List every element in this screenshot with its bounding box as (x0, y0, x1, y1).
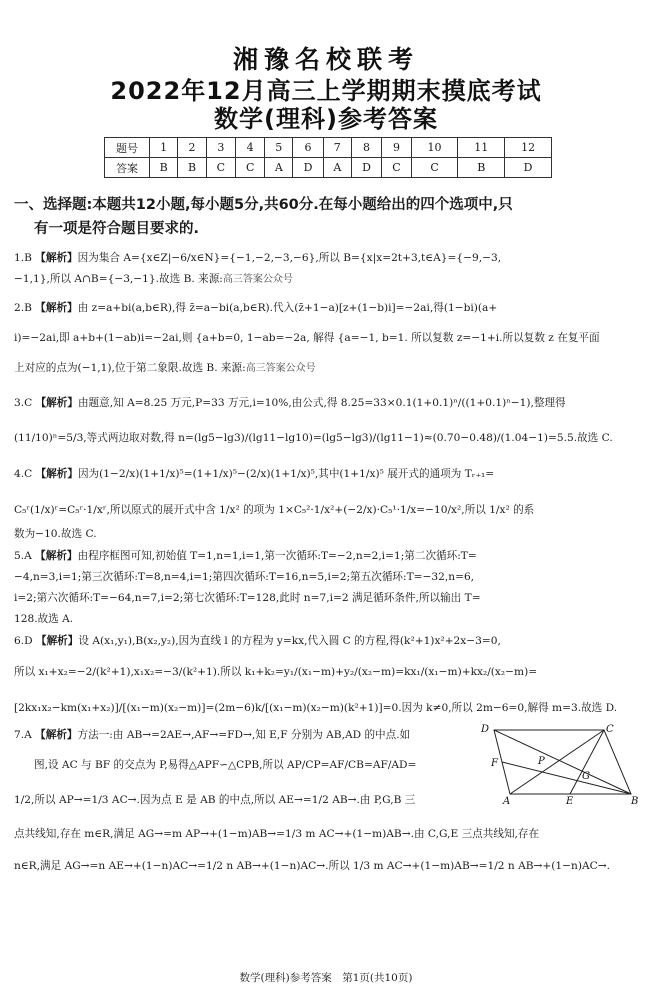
question-number: 10 (411, 138, 458, 158)
question-number: 6 (293, 138, 324, 158)
question-number: 8 (351, 138, 382, 158)
answer-table-answer-row (105, 158, 552, 178)
q1-number: 1.B (14, 252, 32, 264)
parallelogram-figure (476, 722, 641, 807)
q3-line-2: (11/10)ⁿ=5/3,等式两边取对数,得 n=(lg5−lg3)/(lg11−lg10)=(lg5−lg3)/(lg11−1)≈(0.70−0.48)/(1.04−1)=5.5.故选 C. (14, 432, 613, 444)
q7-line-2: 图,设 AC 与 BF 的交点为 P,易得△APF∽△CPB,所以 AP/CP=AF/CB=AF/AD= (34, 759, 417, 771)
section-heading-line-2: 有一项是符合题目要求的. (34, 221, 200, 237)
q7-line-5: n∈R,满足 AG→=n AE→+(1−n)AC→=1/2 n AB→+(1−n)AC→.所以 1/3 m AC→+(1−m)AB→=1/2 n AB→+(1−n)AC→. (14, 860, 610, 872)
diagonal-ac (510, 730, 604, 794)
label-d: D (481, 724, 490, 735)
row-label-answer: 答案 (105, 158, 150, 178)
q4-line-1 (14, 466, 636, 482)
answer-cell: B (150, 158, 178, 178)
label-c: C (606, 724, 614, 735)
label-b: B (631, 796, 639, 807)
answer-cell: D (293, 158, 324, 178)
answer-cell: B (178, 158, 206, 178)
label-p: P (538, 756, 545, 767)
question-number: 2 (178, 138, 206, 158)
analysis-tag: 【解析】 (35, 550, 78, 562)
answer-cell: B (458, 158, 505, 178)
q5-line-4: 128.故选 A. (14, 613, 74, 625)
q5-line-3: i=2;第六次循环:T=−64,n=7,i=2;第七次循环:T=128,此时 n=7,i=2 满足循环条件,所以输出 T= (14, 592, 481, 604)
q6-number: 6.D (14, 635, 33, 647)
answer-cell: C (411, 158, 458, 178)
row-label-number: 题号 (105, 138, 150, 158)
title-line-3: 数学(理科)参考答案 (214, 105, 438, 133)
q4-line-2: C₅ʳ(1/x)ʳ=C₅ʳ·1/xʳ,所以原式的展开式中含 1/x² 的项为 1×C₅²·1/x²+(−2/x)·C₅¹·1/x=−10/x²,所以 1/x² 的系 (14, 504, 535, 516)
watermark-text: 高三答案公众号 (222, 274, 293, 285)
segment-ce (570, 730, 604, 794)
answer-cell: D (351, 158, 382, 178)
q6-line-3: [2kx₁x₂−km(x₁+x₂)]/[(x₁−m)(x₂−m)]=(2m−6)k/[(x₁−m)(x₂−m)(k²+1)]=0.因为 k≠0,所以 2m−6=0,解得 m=3.故选 D. (14, 702, 618, 714)
analysis-tag: 【解析】 (35, 635, 79, 647)
answer-cell: C (382, 158, 411, 178)
q2-text-1: 由 z=a+bi(a,b∈R),得 z̄=a−bi(a,b∈R).代入(z̄+1−a)[z+(1−b)i]=−2ai,得(1−bi)(a+ (77, 302, 498, 314)
question-number: 9 (382, 138, 411, 158)
q1-text-2: −1,1},所以 A∩B={−3,−1}.故选 B. 来源: (14, 273, 223, 285)
q2-number: 2.B (14, 302, 32, 314)
q3-text-1: 由题意,知 A=8.25 万元,P=33 万元,i=10%,由公式,得 8.25=33×0.1(1+0.1)ⁿ/((1+0.1)ⁿ−1),整理得 (77, 397, 566, 409)
page-footer: 数学(理科)参考答案 第1页(共10页) (239, 972, 413, 984)
label-f: F (491, 758, 498, 769)
q2-line-3 (14, 360, 636, 377)
q1-line-2 (14, 271, 636, 288)
q5-line-2: −4,n=3,i=1;第三次循环:T=8,n=4,i=1;第四次循环:T=16,n=5,i=2;第五次循环:T=−32,n=6, (14, 571, 475, 583)
label-g: G (582, 771, 590, 782)
analysis-tag: 【解析】 (35, 468, 78, 480)
q7-line-3: 1/2,所以 AP→=1/3 AC→.因为点 E 是 AB 的中点,所以 AE→=1/2 AB→.由 P,G,B 三 (14, 794, 416, 806)
q5-line-1 (14, 548, 636, 564)
analysis-tag: 【解析】 (35, 302, 78, 314)
analysis-tag: 【解析】 (35, 397, 78, 409)
title-line-1: 湘豫名校联考 (232, 45, 419, 74)
q3-line-1 (14, 395, 636, 411)
diagonal-db (494, 730, 631, 794)
q7-line-4: 点共线知,存在 m∈R,满足 AG→=m AP→+(1−m)AB→=1/3 m AC→+(1−m)AB→.由 C,G,E 三点共线知,存在 (14, 828, 540, 840)
q1-line-1 (14, 250, 636, 266)
question-number: 7 (323, 138, 351, 158)
q2-text-3: 上对应的点为(−1,1),位于第二象限.故选 B. 来源: (14, 362, 246, 374)
label-e: E (566, 796, 574, 807)
q4-number: 4.C (14, 468, 33, 480)
q3-number: 3.C (14, 397, 33, 409)
answer-table (104, 137, 552, 178)
q6-line-1 (14, 633, 636, 649)
q2-line-1 (14, 300, 636, 316)
q6-text-1: 设 A(x₁,y₁),B(x₂,y₂),因为直线 l 的方程为 y=kx,代入圆 C 的方程,得(k²+1)x²+2x−3=0, (78, 635, 501, 647)
q6-line-2: 所以 x₁+x₂=−2/(k²+1),x₁x₂=−3/(k²+1).所以 k₁+k₂=y₁/(x₁−m)+y₂/(x₂−m)=kx₁/(x₁−m)+kx₂/(x₂−m)= (14, 666, 538, 678)
title-line-2: 2022年12月高三上学期期末摸底考试 (110, 77, 542, 105)
question-number: 11 (458, 138, 505, 158)
answer-cell: A (323, 158, 351, 178)
watermark-text: 高三答案公众号 (245, 363, 316, 374)
question-number: 5 (265, 138, 293, 158)
q7-line-1 (14, 727, 472, 743)
segment-bf (502, 762, 631, 794)
answer-table-number-row (105, 138, 552, 158)
q4-text-1: 因为(1−2/x)(1+1/x)⁵=(1+1/x)⁵−(2/x)(1+1/x)⁵,其中(1+1/x)⁵ 展开式的通项为 Tᵣ₊₁= (77, 468, 495, 480)
q4-line-3: 数为−10.故选 C. (14, 528, 97, 540)
q2-line-2: i)=−2ai,即 a+b+(1−ab)i=−2ai,则 {a+b=0, 1−ab=−2a, 解得 {a=−1, b=1. 所以复数 z=−1+i.所以复数 z 在复平面 (14, 332, 600, 344)
answer-cell: D (505, 158, 552, 178)
answer-cell: C (236, 158, 265, 178)
section-heading-line-1: 一、选择题:本题共12小题,每小题5分,共60分.在每小题给出的四个选项中,只 (14, 197, 513, 213)
analysis-tag: 【解析】 (35, 252, 78, 264)
question-number: 1 (150, 138, 178, 158)
q7-text-1: 方法一:由 AB→=2AE→,AF→=FD→,知 E,F 分别为 AB,AD 的中点.如 (77, 729, 411, 741)
label-a: A (503, 796, 511, 807)
question-number: 12 (505, 138, 552, 158)
q5-number: 5.A (14, 550, 32, 562)
question-number: 3 (206, 138, 235, 158)
answer-cell: A (265, 158, 293, 178)
analysis-tag: 【解析】 (35, 729, 78, 741)
question-number: 4 (236, 138, 265, 158)
answer-cell: C (206, 158, 235, 178)
q5-text-1: 由程序框图可知,初始值 T=1,n=1,i=1,第一次循环:T=−2,n=2,i=1;第二次循环:T= (77, 550, 477, 562)
q1-text-1: 因为集合 A={x∈Z|−6/x∈N}={−1,−2,−3,−6},所以 B={x|x=2t+3,t∈A}={−9,−3, (77, 252, 502, 264)
q7-number: 7.A (14, 729, 32, 741)
